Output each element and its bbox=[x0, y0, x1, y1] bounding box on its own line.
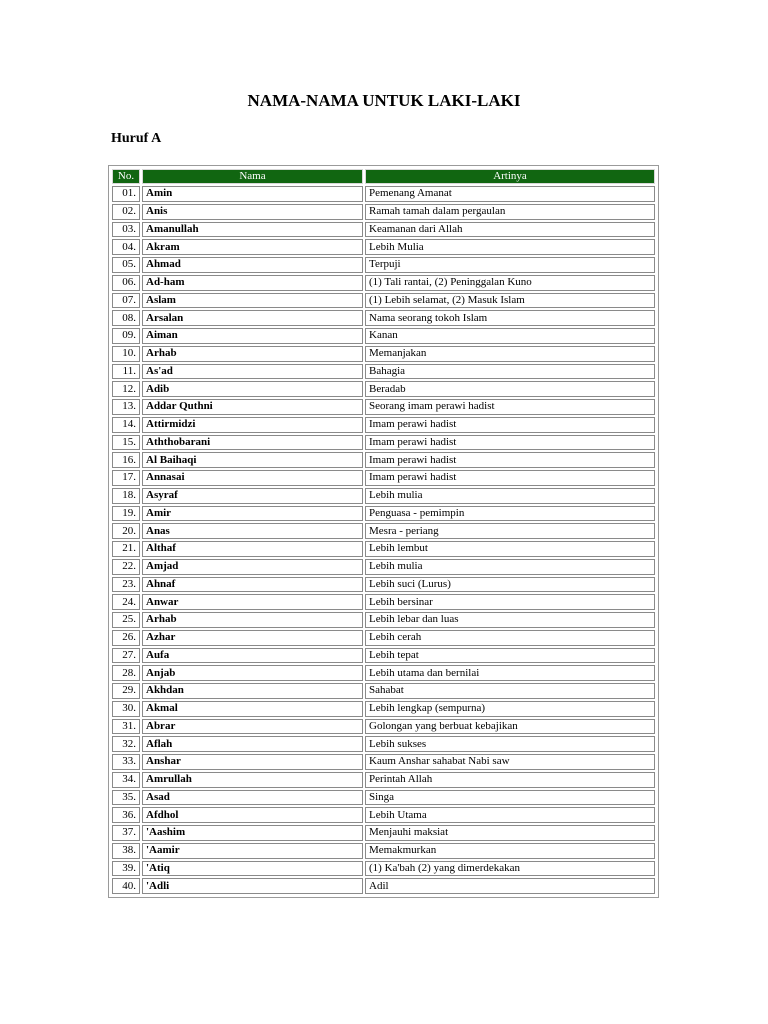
row-number: 38. bbox=[112, 843, 140, 859]
row-number: 33. bbox=[112, 754, 140, 770]
meaning-cell: Lebih lebar dan luas bbox=[365, 612, 655, 628]
table-row bbox=[112, 452, 655, 468]
name-cell: Amjad bbox=[142, 559, 363, 575]
table-row bbox=[112, 772, 655, 788]
name-cell: Azhar bbox=[142, 630, 363, 646]
page-title: NAMA-NAMA UNTUK LAKI-LAKI bbox=[247, 91, 521, 110]
row-number: 12. bbox=[112, 381, 140, 397]
meaning-cell: Lebih cerah bbox=[365, 630, 655, 646]
column-header-nama: Nama bbox=[142, 169, 363, 184]
meaning-cell: Penguasa - pemimpin bbox=[365, 506, 655, 522]
meaning-cell: Menjauhi maksiat bbox=[365, 825, 655, 841]
name-cell: Annasai bbox=[142, 470, 363, 486]
meaning-cell: Sahabat bbox=[365, 683, 655, 699]
meaning-cell: Imam perawi hadist bbox=[365, 417, 655, 433]
name-cell: Anjab bbox=[142, 665, 363, 681]
table-row bbox=[112, 488, 655, 504]
row-number: 11. bbox=[112, 364, 140, 380]
table-row bbox=[112, 630, 655, 646]
row-number: 10. bbox=[112, 346, 140, 362]
name-cell: Amrullah bbox=[142, 772, 363, 788]
table-row bbox=[112, 506, 655, 522]
name-cell: 'Aashim bbox=[142, 825, 363, 841]
meaning-cell: Lebih utama dan bernilai bbox=[365, 665, 655, 681]
name-cell: Amanullah bbox=[142, 222, 363, 238]
name-cell: Akhdan bbox=[142, 683, 363, 699]
row-number: 31. bbox=[112, 719, 140, 735]
table-row bbox=[112, 257, 655, 273]
row-number: 09. bbox=[112, 328, 140, 344]
table-row bbox=[112, 878, 655, 894]
row-number: 29. bbox=[112, 683, 140, 699]
table-row bbox=[112, 186, 655, 202]
row-number: 23. bbox=[112, 577, 140, 593]
meaning-cell: Lebih tepat bbox=[365, 648, 655, 664]
name-cell: Amir bbox=[142, 506, 363, 522]
row-number: 05. bbox=[112, 257, 140, 273]
meaning-cell: Ramah tamah dalam pergaulan bbox=[365, 204, 655, 220]
row-number: 25. bbox=[112, 612, 140, 628]
row-number: 18. bbox=[112, 488, 140, 504]
meaning-cell: Lebih bersinar bbox=[365, 594, 655, 610]
table-row bbox=[112, 701, 655, 717]
name-cell: Amin bbox=[142, 186, 363, 202]
table-row bbox=[112, 328, 655, 344]
meaning-cell: Kaum Anshar sahabat Nabi saw bbox=[365, 754, 655, 770]
row-number: 24. bbox=[112, 594, 140, 610]
meaning-cell: Pemenang Amanat bbox=[365, 186, 655, 202]
row-number: 39. bbox=[112, 861, 140, 877]
name-cell: Afdhol bbox=[142, 807, 363, 823]
table-row bbox=[112, 435, 655, 451]
meaning-cell: Lebih Mulia bbox=[365, 239, 655, 255]
row-number: 04. bbox=[112, 239, 140, 255]
table-row bbox=[112, 541, 655, 557]
name-cell: Aiman bbox=[142, 328, 363, 344]
table-row bbox=[112, 275, 655, 291]
table-row bbox=[112, 399, 655, 415]
meaning-cell: Memakmurkan bbox=[365, 843, 655, 859]
name-cell: Anshar bbox=[142, 754, 363, 770]
meaning-cell: Lebih mulia bbox=[365, 559, 655, 575]
name-cell: Anwar bbox=[142, 594, 363, 610]
name-cell: Al Baihaqi bbox=[142, 452, 363, 468]
row-number: 17. bbox=[112, 470, 140, 486]
row-number: 02. bbox=[112, 204, 140, 220]
meaning-cell: Lebih lengkap (sempurna) bbox=[365, 701, 655, 717]
meaning-cell: Seorang imam perawi hadist bbox=[365, 399, 655, 415]
name-cell: Arsalan bbox=[142, 310, 363, 326]
meaning-cell: Adil bbox=[365, 878, 655, 894]
name-cell: Akram bbox=[142, 239, 363, 255]
table-row bbox=[112, 594, 655, 610]
table-row bbox=[112, 523, 655, 539]
table-row bbox=[112, 577, 655, 593]
table-row bbox=[112, 719, 655, 735]
meaning-cell: Beradab bbox=[365, 381, 655, 397]
table-row bbox=[112, 239, 655, 255]
table-row bbox=[112, 364, 655, 380]
name-cell: Althaf bbox=[142, 541, 363, 557]
table-header-row bbox=[112, 169, 655, 184]
names-table-frame bbox=[108, 165, 659, 898]
row-number: 13. bbox=[112, 399, 140, 415]
meaning-cell: Kanan bbox=[365, 328, 655, 344]
table-row bbox=[112, 559, 655, 575]
name-cell: 'Atiq bbox=[142, 861, 363, 877]
row-number: 32. bbox=[112, 736, 140, 752]
meaning-cell: Lebih suci (Lurus) bbox=[365, 577, 655, 593]
table-row bbox=[112, 470, 655, 486]
name-cell: Attirmidzi bbox=[142, 417, 363, 433]
row-number: 20. bbox=[112, 523, 140, 539]
meaning-cell: Perintah Allah bbox=[365, 772, 655, 788]
name-cell: Abrar bbox=[142, 719, 363, 735]
row-number: 40. bbox=[112, 878, 140, 894]
meaning-cell: Nama seorang tokoh Islam bbox=[365, 310, 655, 326]
section-heading: Huruf A bbox=[111, 131, 162, 146]
name-cell: Aththobarani bbox=[142, 435, 363, 451]
table-row bbox=[112, 754, 655, 770]
table-row bbox=[112, 790, 655, 806]
table-row bbox=[112, 683, 655, 699]
meaning-cell: Bahagia bbox=[365, 364, 655, 380]
name-cell: 'Adli bbox=[142, 878, 363, 894]
name-cell: Ahnaf bbox=[142, 577, 363, 593]
name-cell: Ad-ham bbox=[142, 275, 363, 291]
table-row bbox=[112, 825, 655, 841]
meaning-cell: (1) Ka'bah (2) yang dimerdekakan bbox=[365, 861, 655, 877]
row-number: 30. bbox=[112, 701, 140, 717]
name-cell: Asyraf bbox=[142, 488, 363, 504]
meaning-cell: Mesra - periang bbox=[365, 523, 655, 539]
meaning-cell: Keamanan dari Allah bbox=[365, 222, 655, 238]
names-table bbox=[110, 167, 657, 896]
meaning-cell: Lebih lembut bbox=[365, 541, 655, 557]
table-row bbox=[112, 665, 655, 681]
name-cell: As'ad bbox=[142, 364, 363, 380]
row-number: 36. bbox=[112, 807, 140, 823]
meaning-cell: (1) Lebih selamat, (2) Masuk Islam bbox=[365, 293, 655, 309]
row-number: 21. bbox=[112, 541, 140, 557]
table-row bbox=[112, 861, 655, 877]
name-cell: Akmal bbox=[142, 701, 363, 717]
meaning-cell: Imam perawi hadist bbox=[365, 452, 655, 468]
table-row bbox=[112, 381, 655, 397]
name-cell: Addar Quthni bbox=[142, 399, 363, 415]
meaning-cell: Terpuji bbox=[365, 257, 655, 273]
table-row bbox=[112, 204, 655, 220]
row-number: 15. bbox=[112, 435, 140, 451]
row-number: 08. bbox=[112, 310, 140, 326]
name-cell: Anas bbox=[142, 523, 363, 539]
table-row bbox=[112, 843, 655, 859]
meaning-cell: Golongan yang berbuat kebajikan bbox=[365, 719, 655, 735]
column-header-no: No. bbox=[112, 169, 140, 184]
row-number: 22. bbox=[112, 559, 140, 575]
name-cell: Anis bbox=[142, 204, 363, 220]
table-row bbox=[112, 648, 655, 664]
name-cell: Arhab bbox=[142, 612, 363, 628]
row-number: 35. bbox=[112, 790, 140, 806]
name-cell: Asad bbox=[142, 790, 363, 806]
row-number: 03. bbox=[112, 222, 140, 238]
meaning-cell: (1) Tali rantai, (2) Peninggalan Kuno bbox=[365, 275, 655, 291]
table-row bbox=[112, 346, 655, 362]
table-row bbox=[112, 417, 655, 433]
name-cell: Adib bbox=[142, 381, 363, 397]
row-number: 14. bbox=[112, 417, 140, 433]
row-number: 34. bbox=[112, 772, 140, 788]
name-cell: Ahmad bbox=[142, 257, 363, 273]
row-number: 19. bbox=[112, 506, 140, 522]
table-row bbox=[112, 807, 655, 823]
meaning-cell: Lebih sukses bbox=[365, 736, 655, 752]
table-row bbox=[112, 612, 655, 628]
name-cell: Arhab bbox=[142, 346, 363, 362]
row-number: 26. bbox=[112, 630, 140, 646]
row-number: 16. bbox=[112, 452, 140, 468]
meaning-cell: Singa bbox=[365, 790, 655, 806]
table-row bbox=[112, 310, 655, 326]
table-row bbox=[112, 222, 655, 238]
meaning-cell: Imam perawi hadist bbox=[365, 435, 655, 451]
table-body bbox=[112, 186, 655, 894]
table-row bbox=[112, 736, 655, 752]
row-number: 27. bbox=[112, 648, 140, 664]
row-number: 06. bbox=[112, 275, 140, 291]
row-number: 37. bbox=[112, 825, 140, 841]
meaning-cell: Lebih mulia bbox=[365, 488, 655, 504]
meaning-cell: Lebih Utama bbox=[365, 807, 655, 823]
name-cell: 'Aamir bbox=[142, 843, 363, 859]
row-number: 07. bbox=[112, 293, 140, 309]
name-cell: Aflah bbox=[142, 736, 363, 752]
table-row bbox=[112, 293, 655, 309]
column-header-artinya: Artinya bbox=[365, 169, 655, 184]
name-cell: Aufa bbox=[142, 648, 363, 664]
row-number: 01. bbox=[112, 186, 140, 202]
meaning-cell: Memanjakan bbox=[365, 346, 655, 362]
name-cell: Aslam bbox=[142, 293, 363, 309]
row-number: 28. bbox=[112, 665, 140, 681]
meaning-cell: Imam perawi hadist bbox=[365, 470, 655, 486]
